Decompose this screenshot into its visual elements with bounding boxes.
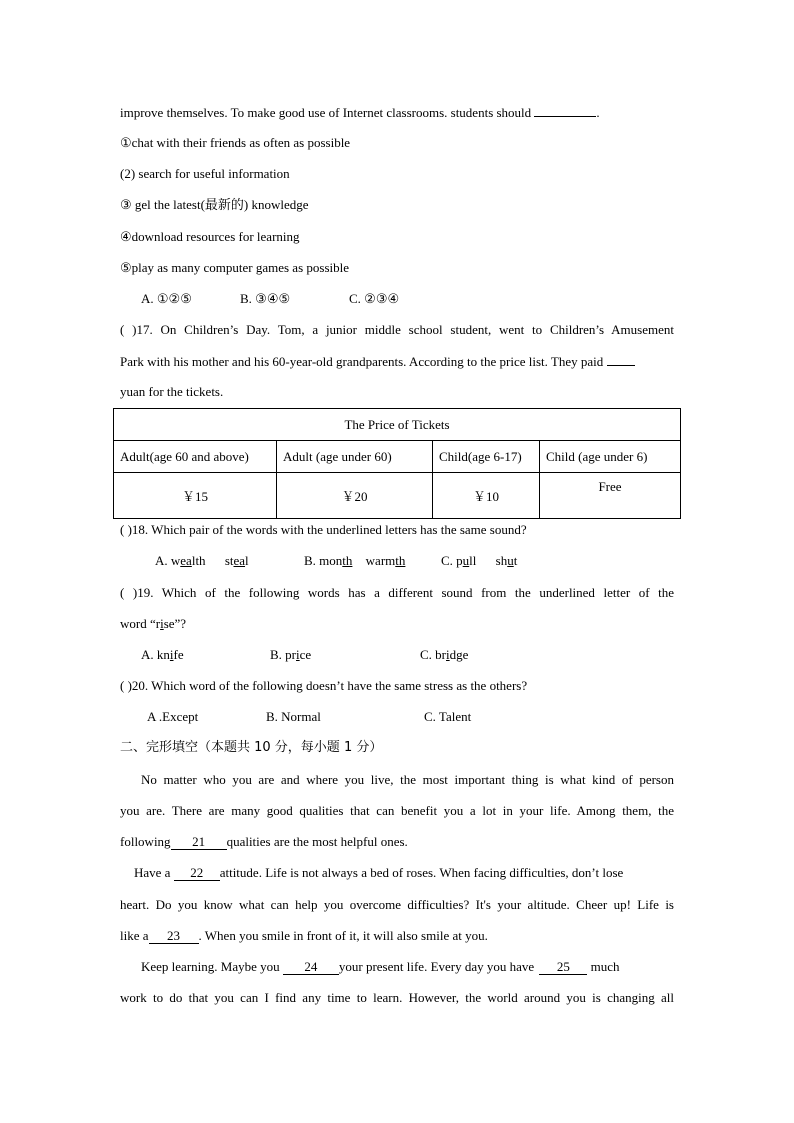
answer-blank — [534, 104, 596, 117]
q18-stem: ( )18. Which pair of the words with the underlined letters has the same sound? — [120, 522, 527, 537]
option-label: A. — [141, 647, 154, 662]
q17-stem-line-3: yuan for the tickets. — [120, 384, 224, 399]
cloze-p1-line-1: No matter who you are and where you live, the most important thing is what kind of person — [141, 772, 674, 787]
price-table-cell: ￥15 — [114, 473, 277, 519]
q20-option-c[interactable]: C. Talent — [424, 709, 472, 724]
answer-blank — [607, 353, 635, 366]
cloze-p2-line-3: like a 23 . When you smile in front of it, it will also smile at you. — [120, 928, 488, 943]
q16-option-b[interactable] — [240, 291, 290, 307]
option-label: B. — [270, 647, 282, 662]
q19-option-b[interactable] — [270, 647, 311, 663]
q17-stem-line-1: ( )17. On Children’s Day. Tom, a junior middle school student, went to Children’s Amusement — [120, 322, 674, 337]
option-word: shut — [495, 553, 518, 568]
q16-stem-text: improve themselves. To make good use of Internet classrooms. students should — [120, 105, 532, 120]
option-word: knife — [156, 647, 184, 662]
cloze-p3-line-2: work to do that you can I find any time to learn. However, the world around you is changing all — [120, 990, 674, 1005]
price-table-cell: ￥20 — [277, 473, 433, 519]
item-text: gel the latest(最新的) knowledge — [131, 197, 309, 212]
q16-item-1 — [120, 135, 350, 151]
option-word: price — [285, 647, 312, 662]
option-label: A. — [141, 291, 154, 306]
q20-stem: ( )20. Which word of the following doesn’t have the same stress as the others? — [120, 678, 528, 693]
option-label: C. — [420, 647, 432, 662]
q18-option-c[interactable] — [441, 553, 517, 569]
q16-item-4 — [120, 229, 300, 245]
q18-option-b[interactable] — [304, 553, 405, 569]
q17-stem-text: Park with his mother and his 60-year-old grandparents. According to the price list. They paid — [120, 354, 604, 369]
option-label: B. — [240, 291, 252, 306]
option-label: C. — [441, 553, 453, 568]
price-table — [113, 408, 681, 519]
q16-option-c[interactable] — [349, 291, 399, 307]
section-heading: 二、完形填空（本题共 10 分，每小题 1 分） — [120, 740, 383, 755]
q19-stem-line-2: word “rise”? — [120, 616, 187, 631]
cloze-blank-23[interactable]: 23 — [149, 929, 199, 944]
price-table-cell: Free — [540, 473, 681, 519]
q16-item-3 — [120, 197, 309, 213]
q16-item-2 — [120, 166, 290, 182]
option-label: A. — [155, 553, 168, 568]
cloze-blank-21[interactable]: 21 — [171, 835, 227, 850]
option-marks: ③④⑤ — [255, 291, 291, 306]
price-table-header: Child(age 6-17) — [433, 441, 540, 473]
price-table-cell: ￥10 — [433, 473, 540, 519]
cloze-p1-line-2: you are. There are many good qualities that can benefit you a lot in your life. Among them, the — [120, 803, 674, 818]
price-table-title: The Price of Tickets — [114, 409, 681, 441]
item-text: play as many computer games as possible — [131, 260, 349, 275]
item-mark: ④ — [120, 229, 132, 244]
item-text: chat with their friends as often as possible — [131, 135, 351, 150]
cloze-blank-22[interactable]: 22 — [174, 866, 220, 881]
cloze-blank-25[interactable]: 25 — [539, 960, 587, 975]
item-text: download resources for learning — [131, 229, 300, 244]
item-mark: ③ — [120, 197, 132, 212]
q16-item-5 — [120, 260, 349, 276]
item-mark: (2) — [120, 166, 136, 181]
q16-stem-line — [120, 104, 600, 121]
option-marks: ①②⑤ — [156, 291, 192, 306]
q16-stem-end: . — [596, 105, 600, 120]
q19-option-a[interactable] — [141, 647, 184, 663]
option-word: month — [319, 553, 353, 568]
option-word: steal — [224, 553, 249, 568]
cloze-blank-24[interactable]: 24 — [283, 960, 339, 975]
price-table-header: Child (age under 6) — [540, 441, 681, 473]
price-table-header: Adult (age under 60) — [277, 441, 433, 473]
option-label: B. — [304, 553, 316, 568]
option-marks: ②③④ — [364, 291, 400, 306]
option-word: warmth — [365, 553, 406, 568]
cloze-p3-line-1: Keep learning. Maybe you 24 your present life. Every day you have 25 much — [141, 959, 620, 974]
item-mark: ① — [120, 135, 132, 150]
q16-option-a[interactable] — [141, 291, 192, 307]
price-table-header: Adult(age 60 and above) — [114, 441, 277, 473]
q20-option-a[interactable]: A .Except — [147, 709, 199, 724]
item-mark: ⑤ — [120, 260, 132, 275]
option-label: C. — [349, 291, 361, 306]
q18-option-a[interactable] — [155, 553, 249, 569]
q20-option-b[interactable]: B. Normal — [266, 709, 321, 724]
option-word: wealth — [170, 553, 206, 568]
option-word: pull — [456, 553, 477, 568]
q17-stem-line-2 — [120, 353, 635, 370]
cloze-p1-line-3: following 21 qualities are the most helpful ones. — [120, 834, 408, 849]
q19-option-c[interactable] — [420, 647, 468, 663]
cloze-p2-line-2: heart. Do you know what can help you overcome difficulties? It's your altitude. Cheer up! Life is — [120, 897, 674, 912]
cloze-p2-line-1: Have a 22 attitude. Life is not always a bed of roses. When facing difficulties, don’t lose — [134, 865, 624, 880]
option-word: bridge — [435, 647, 469, 662]
q19-stem-line-1: ( )19. Which of the following words has a different sound from the underlined letter of the — [120, 585, 674, 600]
item-text: search for useful information — [135, 166, 290, 181]
